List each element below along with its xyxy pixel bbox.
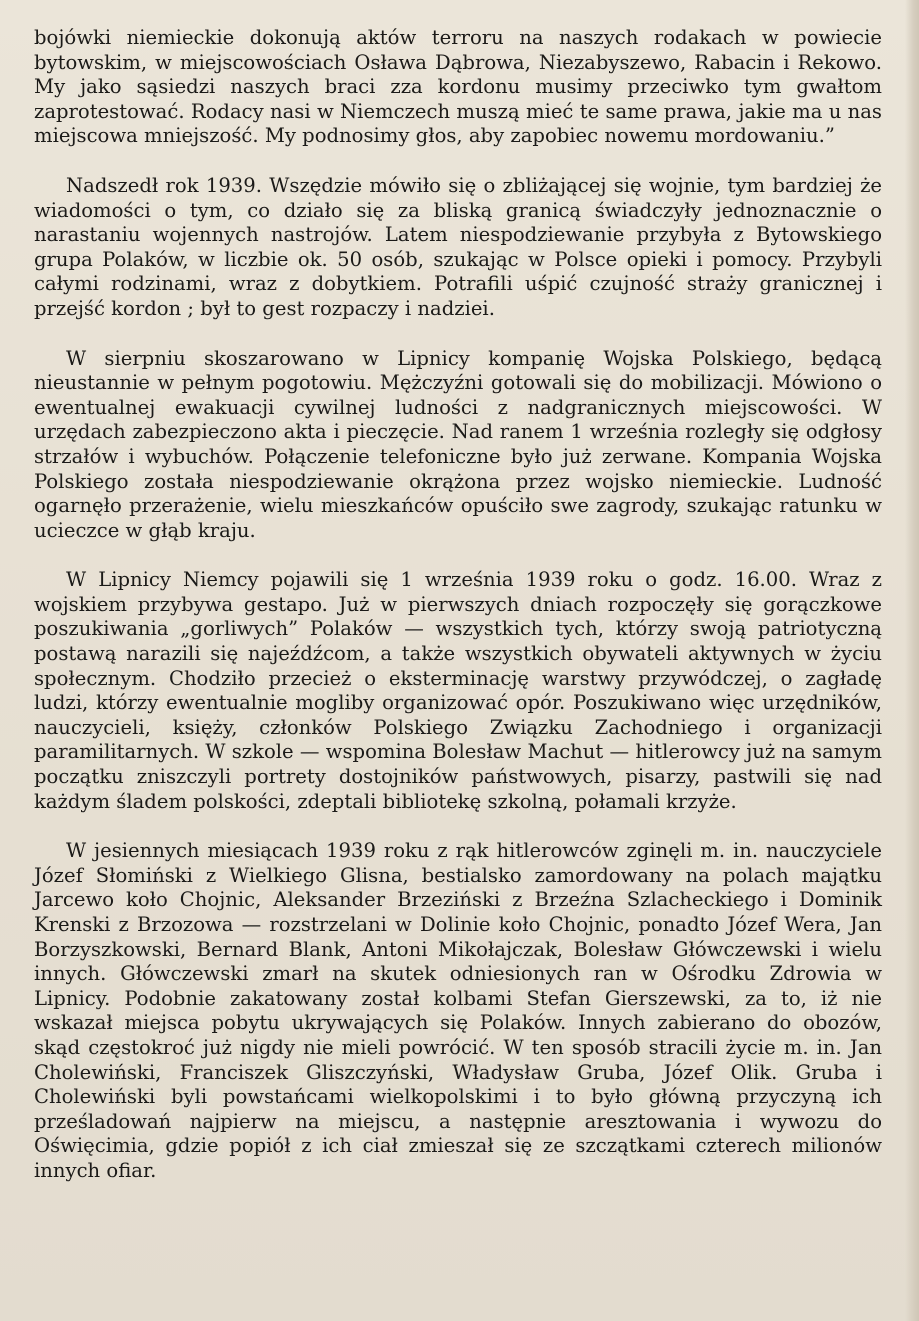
body-text: [34, 26, 882, 1184]
page-edge-shadow: [905, 0, 919, 1321]
paragraph-4: W Lipnicy Niemcy pojawili się 1 września 1939 roku o godz. 16.00. Wraz z wojskiem przybywa gestapo. Już w pierwszych dniach rozpoczęły się gorączkowe poszukiwania „gorliwych” Polaków — wszystkich tych, którzy swoją patriotyczną postawą narazili się najeźdźcom, a także wszystkich obywateli aktywnych w życiu społecznym. Chodziło przecież o eksterminację warstwy przywódczej, o zagładę ludzi, którzy ewentualnie mogliby organizować opór. Poszukiwano więc urzędników, nauczycieli, księży, członków Polskiego Związku Zachodniego i organizacji paramilitarnych. W szkole — wspomina Bolesław Machut — hitlerowcy już na samym początku zniszczyli portrety dostojników państwowych, pisarzy, pastwili się nad każdym śladem polskości, zdeptali bibliotekę szkolną, połamali krzyże.: [34, 568, 882, 813]
paragraph-2: Nadszedł rok 1939. Wszędzie mówiło się o zbliżającej się wojnie, tym bardziej że wiadomości o tym, co działo się za bliską granicą świadczyły jednoznacznie o narastaniu wojennych nastrojów. Latem niespodziewanie przybyła z Bytowskiego grupa Polaków, w liczbie ok. 50 osób, szukając w Polsce opieki i pomocy. Przybyli całymi rodzinami, wraz z dobytkiem. Potrafili uśpić czujność straży granicznej i przejść kordon ; był to gest rozpaczy i nadziei.: [34, 173, 882, 320]
paragraph-1: bojówki niemieckie dokonują aktów terroru na naszych rodakach w powiecie bytowskim, w miejscowościach Osława Dąbrowa, Niezabyszewo, Rabacin i Rekowo. My jako sąsiedzi naszych braci zza kordonu musimy przeciwko tym gwałtom zaprotestować. Rodacy nasi w Niemczech muszą mieć te same prawa, jakie ma u nas miejscowa mniejszość. My podnosimy głos, aby zapobiec nowemu mordowaniu.”: [34, 26, 882, 148]
paragraph-5: W jesiennych miesiącach 1939 roku z rąk hitlerowców zginęli m. in. nauczyciele Józef Słomiński z Wielkiego Glisna, bestialsko zamordowany na polach majątku Jarcewo koło Chojnic, Aleksander Brzeziński z Brzeźna Szlacheckiego i Dominik Krenski z Brzozowa — rozstrzelani w Dolinie koło Chojnic, ponadto Józef Wera, Jan Borzyszkowski, Bernard Blank, Antoni Mikołajczak, Bolesław Główczewski i wielu innych. Główczewski zmarł na skutek odniesionych ran w Ośrodku Zdrowia w Lipnicy. Podobnie zakatowany został kolbami Stefan Gierszewski, za to, iż nie wskazał miejsca pobytu ukrywających się Polaków. Innych zabierano do obozów, skąd częstokroć już nigdy nie mieli powrócić. W ten sposób stracili życie m. in. Jan Cholewiński, Franciszek Gliszczyński, Władysław Gruba, Józef Olik. Gruba i Cholewiński byli powstańcami wielkopolskimi i to było główną przyczyną ich prześladowań najpierw na miejscu, a następnie aresztowania i wywozu do Oświęcimia, gdzie popiół z ich ciał zmieszał się ze szczątkami czterech milionów innych ofiar.: [34, 839, 882, 1182]
paragraph-3: W sierpniu skoszarowano w Lipnicy kompanię Wojska Polskiego, będącą nieustannie w pełnym pogotowiu. Mężczyźni gotowali się do mobilizacji. Mówiono o ewentualnej ewakuacji cywilnej ludności z nadgranicznych miejscowości. W urzędach zabezpieczono akta i pieczęcie. Nad ranem 1 września rozległy się odgłosy strzałów i wybuchów. Połączenie telefoniczne było już zerwane. Kompania Wojska Polskiego została niespodziewanie okrążona przez wojsko niemieckie. Ludność ogarnęło przerażenie, wielu mieszkańców opuściło swe zagrody, szukając ratunku w ucieczce w głąb kraju.: [34, 346, 882, 542]
